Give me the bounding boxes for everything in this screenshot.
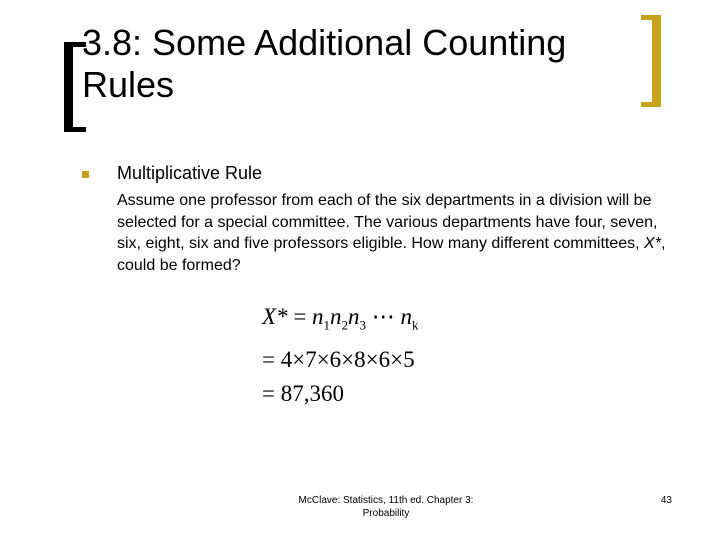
formula-dots: ⋯ bbox=[366, 304, 401, 329]
formula-term-2: n bbox=[330, 304, 342, 329]
formula-line-1 bbox=[262, 300, 419, 343]
body-text-part-1: Assume one professor from each of the six departments in a division will be selected for a special committee. The various departments have four, seven, six, eight, six and five professors eligible. How many different committees, bbox=[117, 192, 658, 252]
title-bracket-right-top bbox=[641, 15, 661, 20]
formula-term-3: n bbox=[348, 304, 360, 329]
formula-sub-1: 1 bbox=[323, 317, 331, 333]
slide-title: 3.8: Some Additional Counting Rules bbox=[82, 22, 567, 105]
formula-line-3: = 87,360 bbox=[262, 380, 344, 406]
title-bracket-right bbox=[652, 15, 661, 107]
footer-citation bbox=[272, 494, 500, 520]
title-bracket-right-bottom bbox=[641, 102, 661, 107]
formula-equals: = bbox=[287, 304, 313, 329]
formula-lhs: X* bbox=[262, 304, 288, 329]
body-text-part-2: , could be formed? bbox=[117, 235, 666, 274]
formula-term-k: n bbox=[400, 304, 413, 329]
footer-line-1: McClave: Statistics, 11th ed. Chapter 3: bbox=[298, 495, 474, 506]
body-variable: X* bbox=[644, 235, 661, 252]
title-bracket-left-bottom bbox=[64, 127, 86, 132]
formula-block bbox=[262, 300, 419, 411]
title-bracket-left bbox=[64, 42, 73, 132]
page-number: 43 bbox=[660, 495, 672, 506]
bullet-heading: Multiplicative Rule bbox=[117, 163, 263, 183]
bullet-body bbox=[117, 190, 677, 276]
bullet-square-icon bbox=[82, 171, 89, 178]
formula-sub-3: 3 bbox=[359, 317, 367, 333]
footer-line-2: Probability bbox=[362, 508, 410, 519]
formula-sub-k: k bbox=[412, 317, 419, 333]
formula-sub-2: 2 bbox=[341, 317, 349, 333]
formula-line-2: = 4×7×6×8×6×5 bbox=[262, 346, 415, 372]
formula-term-1: n bbox=[312, 304, 324, 329]
